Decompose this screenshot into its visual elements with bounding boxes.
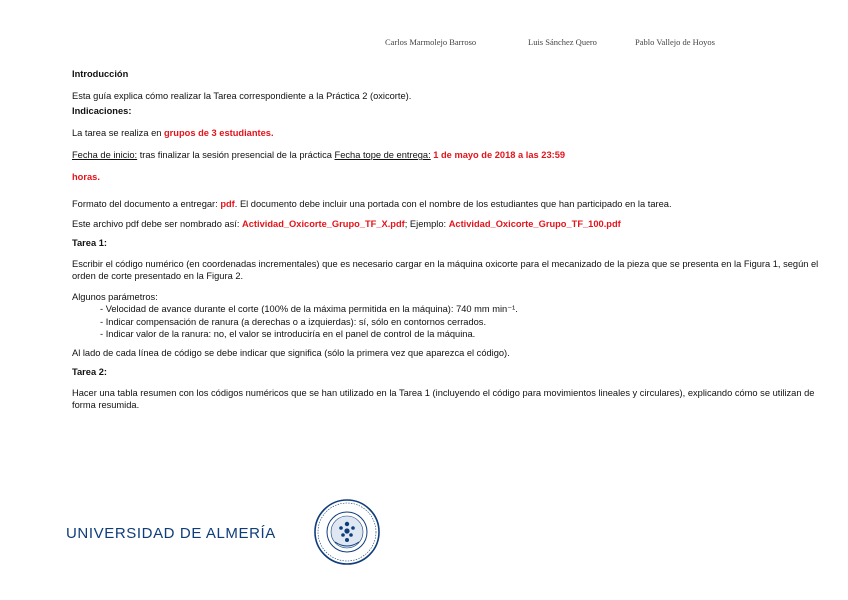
filename-pattern: Actividad_Oxicorte_Grupo_TF_X.pdf xyxy=(242,218,405,229)
author-name: Carlos Marmolejo Barroso xyxy=(385,37,477,47)
format-text: . El documento debe incluir una portada con el nombre de los estudiantes que han participado en la tarea. xyxy=(234,199,672,209)
start-date-text: tras finalizar la sesión presencial de la práctica xyxy=(137,150,335,160)
filename-middle: ; Ejemplo: xyxy=(404,218,449,229)
tarea2-heading: Tarea 2: xyxy=(72,367,107,377)
university-name: UNIVERSIDAD DE ALMERÍA xyxy=(66,525,276,542)
format-paragraph xyxy=(72,198,832,211)
intro-heading: Introducción xyxy=(72,69,129,79)
university-seal-icon xyxy=(313,498,381,566)
list-item: - Indicar valor de la ranura: no, el valor se introduciría en el panel de control de la máquina. xyxy=(100,328,832,341)
tarea1-note: Al lado de cada línea de código se debe indicar que significa (sólo la primera vez que aparezca el código). xyxy=(72,347,510,358)
filename-example: Actividad_Oxicorte_Grupo_TF_100.pdf xyxy=(448,218,621,229)
document-body xyxy=(72,68,832,412)
dates-line xyxy=(72,149,832,162)
deadline-value: 1 de mayo de 2018 a las 23:59 xyxy=(430,150,566,160)
groups-suffix: . xyxy=(270,127,274,138)
params-list xyxy=(72,303,832,341)
groups-line xyxy=(72,127,832,140)
indicaciones-heading: Indicaciones: xyxy=(72,106,132,116)
groups-highlight: grupos de 3 estudiantes xyxy=(164,127,271,138)
filename-prefix: Este archivo pdf debe ser nombrado así: xyxy=(72,218,243,229)
deadline-continuation xyxy=(72,171,832,184)
author-name: Pablo Vallejo de Hoyos xyxy=(635,37,715,47)
deadline-end: . xyxy=(97,171,100,182)
tarea1-heading: Tarea 1: xyxy=(72,238,107,248)
params-heading: Algunos parámetros: xyxy=(72,291,158,302)
filename-line xyxy=(72,218,832,231)
footer-logo xyxy=(66,498,386,566)
intro-text: Esta guía explica cómo realizar la Tarea correspondiente a la Práctica 2 (oxicorte). xyxy=(72,90,412,101)
groups-prefix: La tarea se realiza en xyxy=(72,127,164,138)
author-name: Luis Sánchez Quero xyxy=(528,37,597,47)
list-item: - Velocidad de avance durante el corte (100% de la máxima permitida en la máquina): 740 mm min⁻¹. xyxy=(100,303,832,316)
tarea2-text: Hacer una tabla resumen con los códigos numéricos que se han utilizado en la Tarea 1 (incluyendo el código para movimientos lineales y circulares), explicando cómo se utilizan de forma resumida. xyxy=(72,387,815,410)
deadline-label: Fecha tope de entrega: xyxy=(334,150,431,160)
start-date-label: Fecha de inicio: xyxy=(72,150,138,160)
format-value: pdf xyxy=(220,199,235,209)
list-item: - Indicar compensación de ranura (a derechas o a izquierdas): sí, sólo en contornos cerrados. xyxy=(100,316,832,329)
deadline-hours: horas xyxy=(72,171,98,182)
format-prefix: Formato del documento a entregar: xyxy=(72,199,221,209)
tarea1-text: Escribir el código numérico (en coordenadas incrementales) que es necesario cargar en la máquina oxicorte para el mecanizado de la pieza que se presenta en la Figura 1, según el orden de corte presentado en la Figura 2. xyxy=(72,258,819,281)
